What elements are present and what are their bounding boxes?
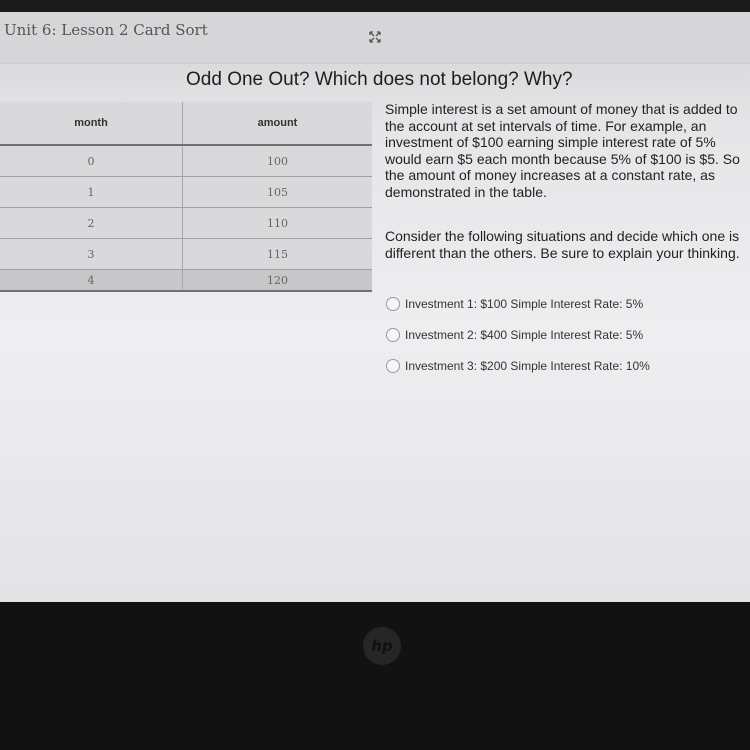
amount-cell: 115 <box>267 247 288 261</box>
lesson-header <box>0 12 750 64</box>
expand-arrows-icon[interactable] <box>367 29 383 45</box>
table-header <box>0 102 372 146</box>
option-label: Investment 1: $100 Simple Interest Rate: 5% <box>405 297 644 311</box>
option-investment-2[interactable] <box>386 325 716 345</box>
month-cell: 2 <box>0 208 183 238</box>
table-row <box>0 177 372 208</box>
column-header-amount: amount <box>257 117 298 129</box>
prompt-paragraph: Consider the following situations and decide which one is different than the others. Be sure to explain your thinking. <box>385 228 740 261</box>
amount-cell: 110 <box>267 216 288 230</box>
amount-cell: 100 <box>267 154 288 168</box>
amount-cell: 105 <box>267 185 288 199</box>
hp-logo: hp <box>363 627 401 665</box>
screen <box>0 12 750 602</box>
radio-button[interactable] <box>386 297 400 311</box>
month-cell: 0 <box>0 146 183 176</box>
table-row <box>0 270 372 292</box>
option-investment-3[interactable] <box>386 356 716 376</box>
table-row <box>0 239 372 270</box>
radio-button[interactable] <box>386 328 400 342</box>
interest-table <box>0 102 372 292</box>
page-title: Odd One Out? Which does not belong? Why? <box>186 69 573 90</box>
intro-paragraph: Simple interest is a set amount of money that is added to the account at set intervals of time. For example, an investment of $100 earning simple interest rate of 5% would earn $5 each month because 5% of $100 is $5. So the amount of money increases at a constant rate, as demonstrated in the table. <box>385 101 740 200</box>
option-label: Investment 2: $400 Simple Interest Rate: 5% <box>405 328 644 342</box>
month-cell: 4 <box>0 270 183 290</box>
column-header-month: month <box>0 102 183 144</box>
unit-title: Unit 6: Lesson 2 Card Sort <box>4 21 208 39</box>
table-row <box>0 208 372 239</box>
option-investment-1[interactable] <box>386 294 716 314</box>
table-row <box>0 146 372 177</box>
month-cell: 3 <box>0 239 183 269</box>
amount-cell: 120 <box>267 273 288 287</box>
month-cell: 1 <box>0 177 183 207</box>
radio-button[interactable] <box>386 359 400 373</box>
monitor-bezel-bottom <box>0 602 750 750</box>
option-label: Investment 3: $200 Simple Interest Rate: 10% <box>405 359 650 373</box>
